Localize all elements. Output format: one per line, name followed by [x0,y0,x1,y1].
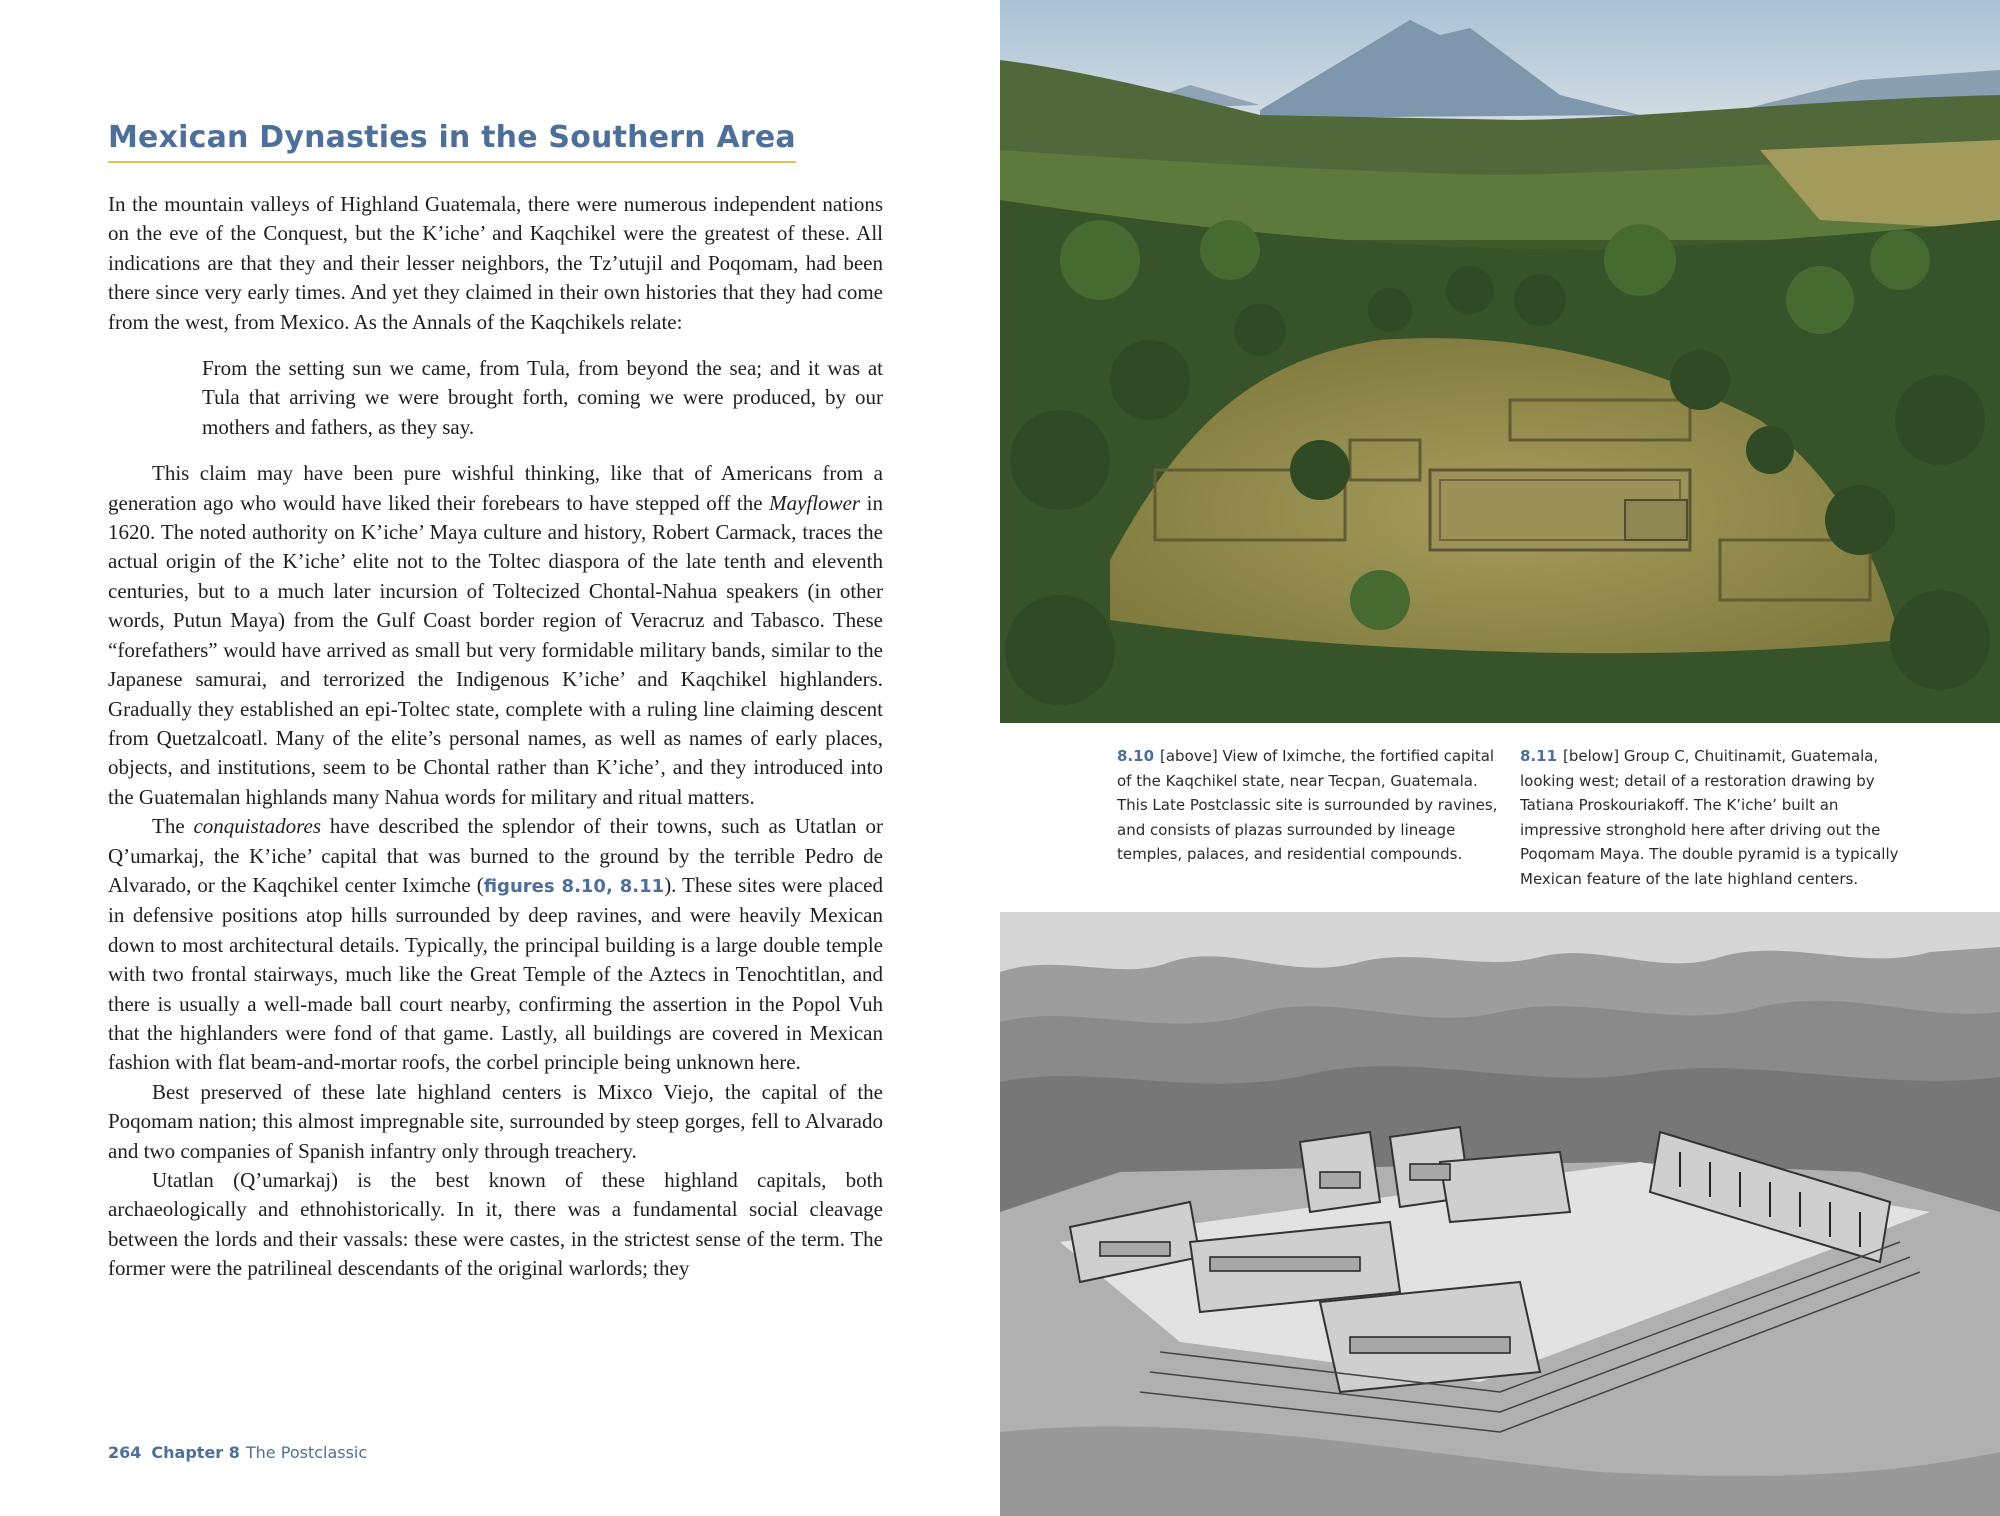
page-footer [108,1443,367,1462]
figure-caption-8-11 [1520,744,1920,891]
body-text [108,190,883,1284]
text-run: ). These sites were placed in defensive positions atop hills surrounded by deep ravines, and were heavily Mexican down to most architectural details. Typically, the principal building is a large double temple with two frontal stairways, much like the Great Temple of the Aztecs in Tenochtitlan, and there is usually a well-made ball court nearby, confirming the assertion in the Popol Vuh that the highlanders were fond of that game. Lastly, all buildings are covered in Mexican fashion with flat beam-and-mortar roofs, the corbel principle being unknown here. [108,872,883,1075]
text-run: have described the splendor of their towns, such as Utatlan or Q’umarkaj, the K’iche’ capital that was burned to the ground by the terrible Pedro de Alvarado, or the Kaqchikel center Iximche ( [108,814,883,897]
figure-number: 8.10 [1117,747,1155,765]
iximche-aerial-photo [1000,0,2000,723]
text-run: The [152,814,194,839]
text-run: This claim may have been pure wishful thinking, like that of Americans from a generation ago who would have liked their forebears to have stepped off the [108,461,883,515]
caption-text: [above] View of Iximche, the fortified capital of the Kaqchikel state, near Tecpan, Guatemala. This Late Postclassic site is surrounded by ravines, and consists of plazas surrounded by lineage temples, palaces, and residential compounds. [1117,747,1498,863]
chuitinamit-restoration-drawing [1000,912,2000,1516]
figure-caption-8-10 [1117,744,1507,867]
italic-term-conquistadores: conquistadores [193,814,322,839]
block-quote: From the setting sun we came, from Tula, from beyond the sea; and it was at Tula that arriving we were brought forth, coming we were produced, by our mothers and fathers, as they say. [202,356,883,439]
section-heading: Mexican Dynasties in the Southern Area [108,120,796,163]
figure-reference-link[interactable]: figures 8.10, 8.11 [483,875,665,897]
paragraph-conquistadores [108,812,883,1078]
paragraph-utatlan: Utatlan (Q’umarkaj) is the best known of these highland capitals, both archaeologically and ethnohistorically. In it, there was a fundamental social cleavage between the lords and their vassals: these were castes, in the strictest sense of the term. The former were the patrilineal descendants of the original warlords; they [108,1168,883,1281]
figure-number: 8.11 [1520,747,1558,765]
paragraph-intro: In the mountain valleys of Highland Guatemala, there were numerous independent nations on the eve of the Conquest, but the K’iche’ and Kaqchikel were the greatest of these. All indications are that they and their lesser neighbors, the Tz’utujil and Poqomam, had been there since very early times. And yet they claimed in their own histories that they had come from the west, from Mexico. As the Annals of the Kaqchikels relate: [108,192,883,334]
right-page [1000,0,2000,1516]
paragraph-mixco-viejo: Best preserved of these late highland centers is Mixco Viejo, the capital of the Poqomam nation; this almost impregnable site, surrounded by steep gorges, fell to Alvarado and two companies of Spanish infantry only through treachery. [108,1079,883,1163]
italic-term-mayflower: Mayflower [769,490,861,515]
chapter-label: Chapter 8 [151,1443,240,1462]
section-label: The Postclassic [245,1443,368,1462]
caption-text: [below] Group C, Chuitinamit, Guatemala, looking west; detail of a restoration drawing by Tatiana Proskouriakoff. The K’iche’ built an impressive stronghold here after driving out the Poqomam Maya. The double pyramid is a typically Mexican feature of the late highland centers. [1520,747,1899,888]
paragraph-claim [108,459,883,812]
text-run: in 1620. The noted authority on K’iche’ Maya culture and history, Robert Carmack, traces the actual origin of the K’iche’ elite not to the Toltec diaspora of the late tenth and eleventh centuries, but to a much later incursion of Toltecized Chontal-Nahua speakers (in other words, Putun Maya) from the Gulf Coast border region of Veracruz and Tabasco. These “forefathers” would have arrived as small but very formidable military bands, similar to the Japanese samurai, and terrorized the Indigenous K’iche’ and Kaqchikel highlanders. Gradually they established an epi-Toltec state, complete with a ruling line claiming descent from Quetzalcoatl. Many of the elite’s personal names, as well as names of early places, objects, and institutions, seem to be Chontal rather than K’iche’, and they introduced into the Guatemalan highlands many Nahua words for military and ritual matters. [108,490,883,809]
page-number: 264 [108,1443,142,1462]
